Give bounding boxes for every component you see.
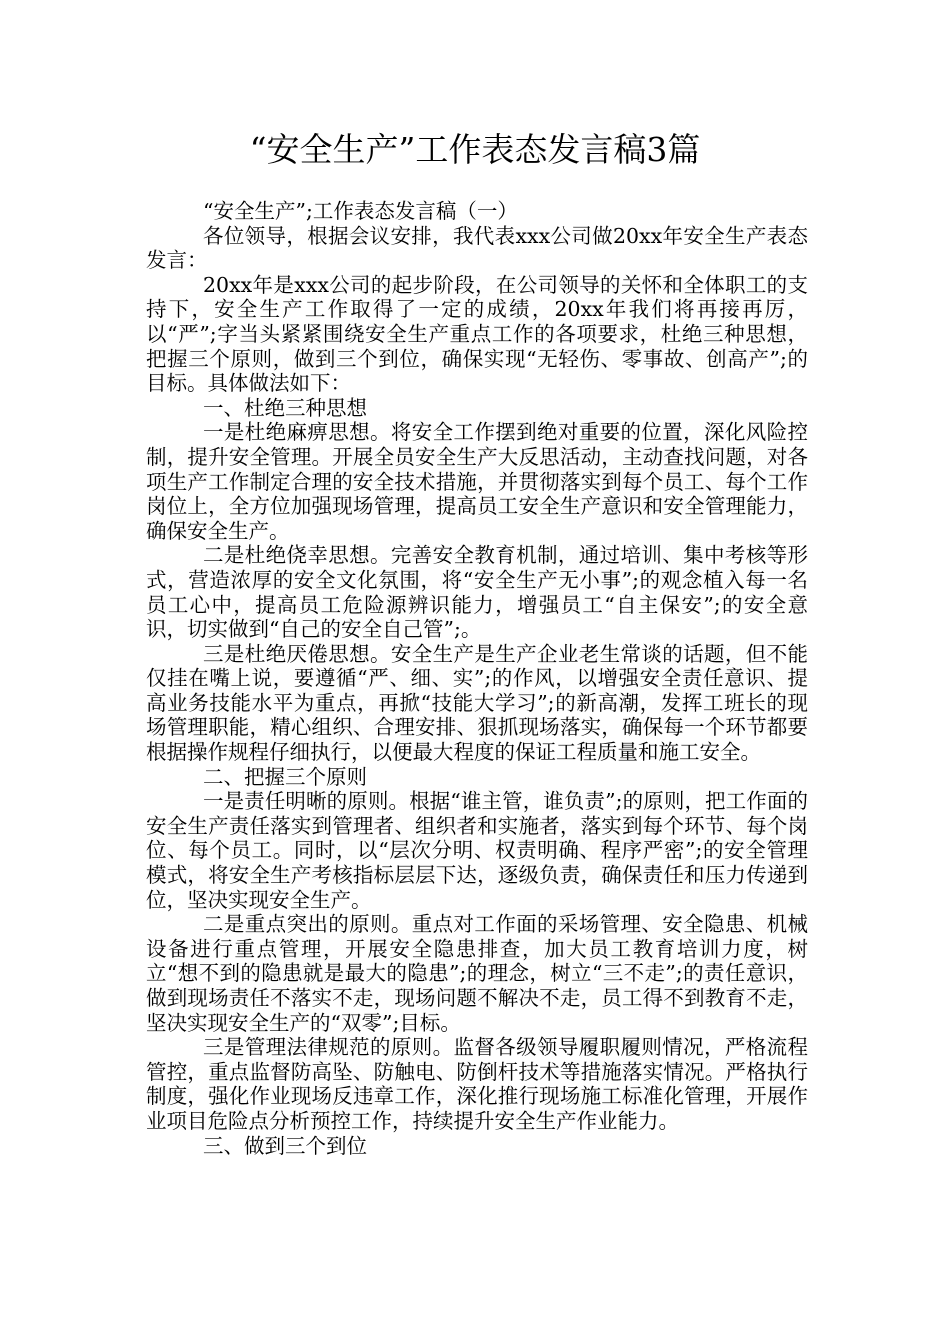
paragraph: 二是重点突出的原则。重点对工作面的采场管理、安全隐患、机械设备进行重点管理，开展安全隐患排查，加大员工教育培训力度，树立“想不到的隐患就是最大的隐患”;的理念，树立“三不走”;的责任意识，做到现场责任不落实不走，现场问题不解决不走，员工得不到教育不走，坚决实现安全生产的“双零”;目标。 [146,912,808,1035]
section-heading: 一、杜绝三种思想 [203,395,367,420]
document-title: “安全生产”工作表态发言稿3篇 [249,130,701,169]
paragraph: 三是管理法律规范的原则。监督各级领导履职履则情况，严格流程管控，重点监督防高坠、防触电、防倒杆技术等措施落实情况。严格执行制度，强化作业现场反违章工作，深化推行现场施工标准化管理，开展作业项目危险点分析预控工作，持续提升安全生产作业能力。 [146,1035,808,1133]
section-heading: 二、把握三个原则 [203,764,367,789]
section-heading: 三、做到三个到位 [203,1133,367,1158]
paragraph: 三是杜绝厌倦思想。安全生产是生产企业老生常谈的话题，但不能仅挂在嘴上说，要遵循“严、细、实”;的作风，以增强安全责任意识、提高业务技能水平为重点，再掀“技能大学习”;的新高潮，发挥工班长的现场管理职能，精心组织、合理安排、狠抓现场落实，确保每一个环节都要根据操作规程仔细执行，以便最大程度的保证工程质量和施工安全。 [146,641,808,765]
document-body [146,199,808,1158]
paragraph: 20xx年是xxx公司的起步阶段，在公司领导的关怀和全体职工的支持下，安全生产工作取得了一定的成绩，20xx年我们将再接再厉，以“严”;字当头紧紧围绕安全生产重点工作的各项要求，杜绝三种思想，把握三个原则，做到三个到位，确保实现“无轻伤、零事故、创高产”;的目标。具体做法如下： [146,272,808,396]
paragraph: 二是杜绝侥幸思想。完善安全教育机制，通过培训、集中考核等形式，营造浓厚的安全文化氛围，将“安全生产无小事”;的观念植入每一名员工心中，提高员工危险源辨识能力，增强员工“自主保安”;的安全意识，切实做到“自己的安全自己管”;。 [146,543,808,642]
paragraph: 一是责任明晰的原则。根据“谁主管，谁负责”;的原则，把工作面的安全生产责任落实到管理者、组织者和实施者，落实到每个环节、每个岗位、每个员工。同时，以“层次分明、权责明确、程序严密”;的安全管理模式，将安全生产考核指标层层下达，逐级负责，确保责任和压力传递到位，坚决实现安全生产。 [146,789,808,912]
paragraph: 一是杜绝麻痹思想。将安全工作摆到绝对重要的位置，深化风险控制，提升安全管理。开展全员安全生产大反思活动，主动查找问题，对各项生产工作制定合理的安全技术措施，并贯彻落实到每个员工、每个工作岗位上，全方位加强现场管理，提高员工安全生产意识和安全管理能力，确保安全生产。 [146,420,808,543]
section-heading: “安全生产”;工作表态发言稿（一） [203,199,518,223]
paragraph: 各位领导，根据会议安排，我代表xxx公司做20xx年安全生产表态发言： [146,223,808,273]
